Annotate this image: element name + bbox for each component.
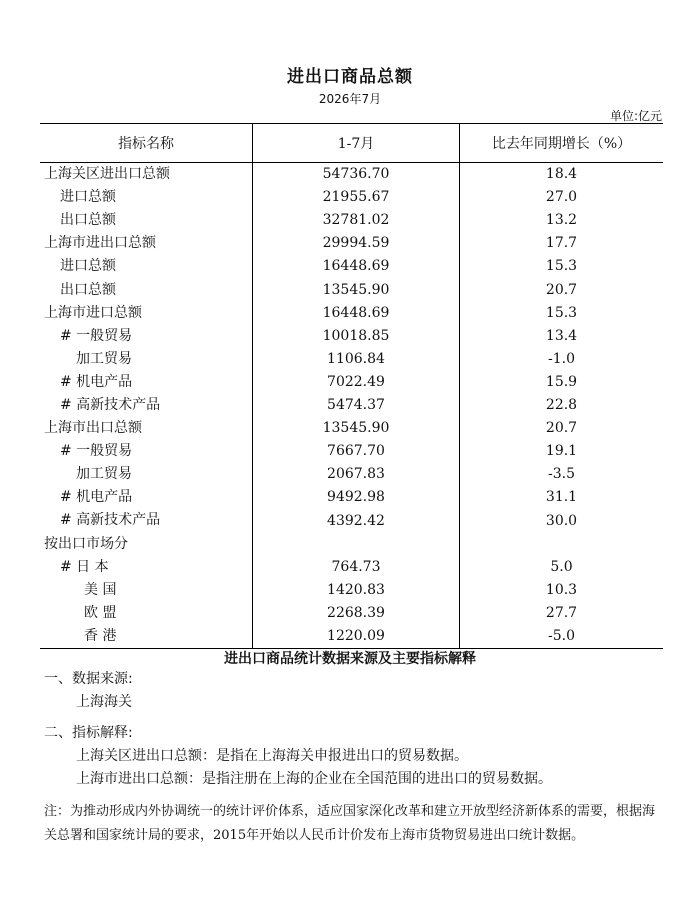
table-row (40, 163, 663, 187)
table-row (40, 533, 663, 556)
column-header-growth: 比去年同期增长（%） (460, 124, 664, 163)
table-row (40, 186, 663, 209)
indicator-name: # 日 本 (60, 558, 109, 575)
value-cell: 9492.98 (253, 486, 460, 509)
growth-cell: 5.0 (550, 558, 573, 575)
growth-cell: 30.0 (545, 512, 578, 529)
indicator-name: 按出口市场分 (44, 535, 128, 552)
unit-label: 单位:亿元 (609, 109, 662, 123)
explanation-notes (44, 668, 552, 791)
indicator-name: 上海市进口总额 (44, 304, 142, 321)
growth-cell: -3.5 (548, 466, 575, 483)
growth-cell: 10.3 (545, 581, 578, 598)
value-cell (253, 533, 460, 556)
value-cell: 13545.90 (253, 417, 460, 440)
value-cell: 54736.70 (253, 163, 460, 187)
table-header-row (40, 124, 663, 163)
column-header-value: 1-7月 (253, 124, 460, 163)
report-period: 2026年7月 (318, 92, 382, 106)
value-cell: 29994.59 (253, 232, 460, 255)
value-cell: 10018.85 (253, 325, 460, 348)
trade-table (40, 123, 663, 649)
table-row (40, 394, 663, 417)
indicator-name: 上海关区进出口总额 (44, 166, 170, 183)
growth-cell: 27.7 (545, 604, 578, 621)
indicator-name: 进口总额 (60, 189, 116, 206)
table-row (40, 486, 663, 509)
indicator-name: 出口总额 (60, 281, 116, 298)
table-row (40, 509, 663, 532)
growth-cell: 22.8 (545, 397, 578, 414)
growth-cell: 13.2 (545, 212, 578, 229)
table-body (40, 163, 663, 649)
growth-cell: -5.0 (460, 625, 664, 649)
page-title: 进出口商品总额 (287, 67, 413, 87)
table-row (40, 348, 663, 371)
table-row (40, 625, 663, 649)
value-cell: 1106.84 (253, 348, 460, 371)
table-row (40, 602, 663, 625)
growth-cell: 20.7 (545, 420, 578, 437)
explanation-title: 进出口商品统计数据来源及主要指标解释 (224, 651, 476, 667)
growth-cell: 20.7 (545, 281, 578, 298)
indicator-name: # 一般贸易 (60, 327, 133, 344)
table-row (40, 325, 663, 348)
explanation-line: 上海关区进出口总额：是指在上海海关申报进出口的贸易数据。 (76, 748, 468, 764)
explanation-line: 上海海关 (76, 694, 132, 710)
table-row (40, 278, 663, 301)
table-row (40, 302, 663, 325)
indicator-name: 美 国 (84, 581, 117, 598)
indicator-name: # 高新技术产品 (60, 512, 161, 529)
table-row (40, 255, 663, 278)
growth-cell: 17.7 (545, 235, 578, 252)
value-cell: 2067.83 (253, 463, 460, 486)
value-cell: 7022.49 (253, 371, 460, 394)
indicator-name: # 机电产品 (60, 373, 133, 390)
table-row (40, 579, 663, 602)
value-cell: 7667.70 (253, 440, 460, 463)
indicator-name: 出口总额 (60, 212, 116, 229)
value-cell: 1220.09 (253, 625, 460, 649)
growth-cell: -1.0 (548, 350, 575, 367)
explanation-line: 二、指标解释: (44, 725, 133, 741)
column-header-indicator: 指标名称 (40, 124, 253, 163)
table-row (40, 440, 663, 463)
value-cell: 764.73 (253, 556, 460, 579)
indicator-name: # 机电产品 (60, 489, 133, 506)
footnote: 注：为推动形成内外协调统一的统计评价体系，适应国家深化改革和建立开放型经济新体系的需要，根据海关总署和国家统计局的要求，2015年开始以人民币计价发布上海市货物贸易进出口统计数据。 (44, 804, 656, 843)
value-cell: 16448.69 (253, 255, 460, 278)
growth-cell: 27.0 (545, 189, 578, 206)
value-cell: 16448.69 (253, 302, 460, 325)
value-cell: 4392.42 (253, 509, 460, 532)
value-cell: 21955.67 (253, 186, 460, 209)
growth-cell: 18.4 (545, 166, 578, 183)
growth-cell: 15.9 (545, 373, 578, 390)
explanation-line: 上海市进出口总额：是指注册在上海的企业在全国范围的进出口的贸易数据。 (76, 771, 552, 787)
growth-cell: 15.3 (545, 258, 578, 275)
table-row (40, 232, 663, 255)
indicator-name: # 高新技术产品 (60, 396, 161, 413)
growth-cell: 13.4 (545, 327, 578, 344)
explanation-line: 一、数据来源: (44, 671, 133, 687)
indicator-name: 上海市进出口总额 (44, 235, 156, 252)
value-cell: 5474.37 (253, 394, 460, 417)
indicator-name: 进口总额 (60, 258, 116, 275)
growth-cell: 19.1 (545, 443, 578, 460)
indicator-name: 加工贸易 (76, 350, 132, 367)
growth-cell (460, 533, 664, 556)
value-cell: 32781.02 (253, 209, 460, 232)
table-row (40, 209, 663, 232)
table-row (40, 463, 663, 486)
value-cell: 13545.90 (253, 278, 460, 301)
table-row (40, 371, 663, 394)
growth-cell: 15.3 (545, 304, 578, 321)
value-cell: 1420.83 (253, 579, 460, 602)
indicator-name: 上海市出口总额 (44, 420, 142, 437)
indicator-name: 香 港 (40, 625, 253, 649)
table-row (40, 417, 663, 440)
indicator-name: 欧 盟 (84, 604, 117, 621)
indicator-name: 加工贸易 (76, 466, 132, 483)
value-cell: 2268.39 (253, 602, 460, 625)
indicator-name: # 一般贸易 (60, 443, 133, 460)
table-row (40, 556, 663, 579)
growth-cell: 31.1 (545, 489, 578, 506)
